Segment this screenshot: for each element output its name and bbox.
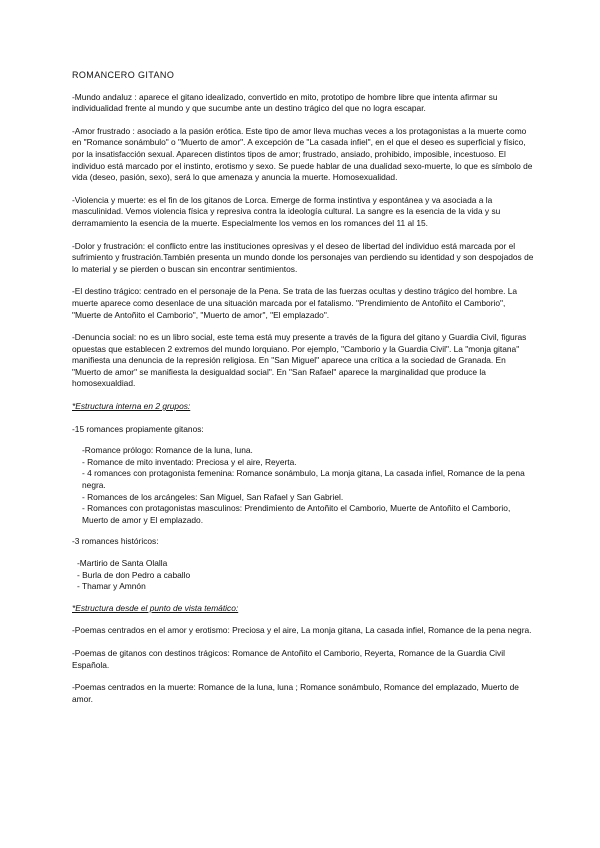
paragraph-amor-frustrado: -Amor frustrado : asociado a la pasión erótica. Este tipo de amor lleva muchas veces a los protagonistas a la muerte como en "Romance sonámbulo" o "Muerto de amor". A excepción de "La casada infiel", en el que el deseo es superficial y físico, por la insatisfacción sexual. Aparecen distintos tipos de amor; frustrado, ansiado, prohibido, imposible, incestuoso. El individuo está marcado por el instinto, erotismo y sexo. Se puede hablar de una dualidad sexo-muerte, lo que es símbolo de vida (deseo, pasión, sexo), será lo que amenaza y anuncia la muerte. Homosexualidad. (72, 125, 533, 183)
paragraph-destinos-tragicos: -Poemas de gitanos con destinos trágicos: Romance de Antoñito el Camborio, Reyerta, Romance de la Guardia Civil Española. (72, 647, 505, 670)
list-item: -Romance prólogo: Romance de la luna, luna. (82, 445, 253, 456)
group-gitanos-title: -15 romances propiamente gitanos: (72, 423, 204, 434)
heading-estructura-interna: *Estructura interna en 2 grupos: (72, 401, 191, 412)
list-item: - 4 romances con protagonista femenina: Romance sonámbulo, La monja gitana, La casada infiel, Romance de la pena negra. (82, 468, 525, 491)
list-item: - Burla de don Pedro a caballo (77, 569, 191, 580)
paragraph-denuncia-social: -Denuncia social: no es un libro social, este tema está muy presente a través de la figura del gitano y Guardia Civil, figuras opuestas que establecen 2 extremos del mundo lorquiano. Por ejemplo, "Camborio y la Guardia Civil". La "monja gitana" manifiesta una denuncia de la represión religiosa. En "San Miguel" aparece una crítica a la sociedad de Granada. En "Muerto de amor" se manifiesta la desigualdad social". En "San Rafael" aparece la marginalidad que produce la homosexualdiad. (72, 332, 527, 389)
paragraph-muerte: -Poemas centrados en la muerte: Romance de la luna, luna ; Romance sonámbulo, Romance del emplazado, Muerto de amor. (72, 682, 519, 704)
list-item: - Thamar y Amnón (77, 581, 146, 592)
document-title: ROMANCERO GITANO (72, 70, 175, 80)
group-gitanos-list (72, 445, 536, 526)
paragraph-mundo-andaluz: -Mundo andaluz : aparece el gitano idealizado, convertido en mito, prototipo de hombre libre que intenta afirmar su individualidad frente al mundo y que sucumbe ante un destino trágico del que no logra escapar. (72, 91, 498, 114)
group-historicos-list (72, 558, 536, 593)
paragraph-dolor-frustracion: -Dolor y frustración: el conflicto entre las instituciones opresivas y el deseo de libertad del individuo está marcada por el sufrimiento y frustración.También presenta un mundo donde los personajes van perdiendo su identidad y son despojados de lo material y se pierden o buscan sin encontrar sentimientos. (72, 240, 534, 274)
list-item: -Martirio de Santa Olalla (77, 558, 168, 568)
list-item: - Romance de mito inventado: Preciosa y el aire, Reyerta. (82, 456, 297, 467)
heading-estructura-tematica: *Estructura desde el punto de vista temático: (72, 602, 239, 613)
paragraph-violencia-muerte: -Violencia y muerte: es el fin de los gitanos de Lorca. Emerge de forma instintiva y espontánea y va asociada a la masculinidad. Vemos violencia física y represiva contra la ideología cultural. La sangre es la esencia de la vida y su derramamiento la esencia de la muerte. Especialmente los vemos en los romances del 11 al 15. (72, 194, 501, 228)
list-item: - Romances de los arcángeles: San Miguel, San Rafael y San Gabriel. (82, 491, 344, 502)
list-item: - Romances con protagonistas masculinos: Prendimiento de Antoñito el Camborio, Muerte de Antoñito el Camborio, Muerto de amor y El emplazado. (82, 503, 511, 525)
paragraph-destino-tragico: -El destino trágico: centrado en el personaje de la Pena. Se trata de las fuerzas ocultas y destino trágico del hombre. La muerte aparece como desenlace de una situación marcada por el fatalismo. "Prendimiento de Antoñito el Camborio", "Muerte de Antoñito el Camborio", "Muerto de amor", "El emplazado". (72, 286, 518, 320)
paragraph-amor-erotismo: -Poemas centrados en el amor y erotismo: Preciosa y el aire, La monja gitana, La casada infiel, Romance de la pena negra. (72, 625, 532, 636)
group-historicos-title: -3 romances históricos: (72, 536, 159, 547)
document-page (72, 70, 536, 716)
